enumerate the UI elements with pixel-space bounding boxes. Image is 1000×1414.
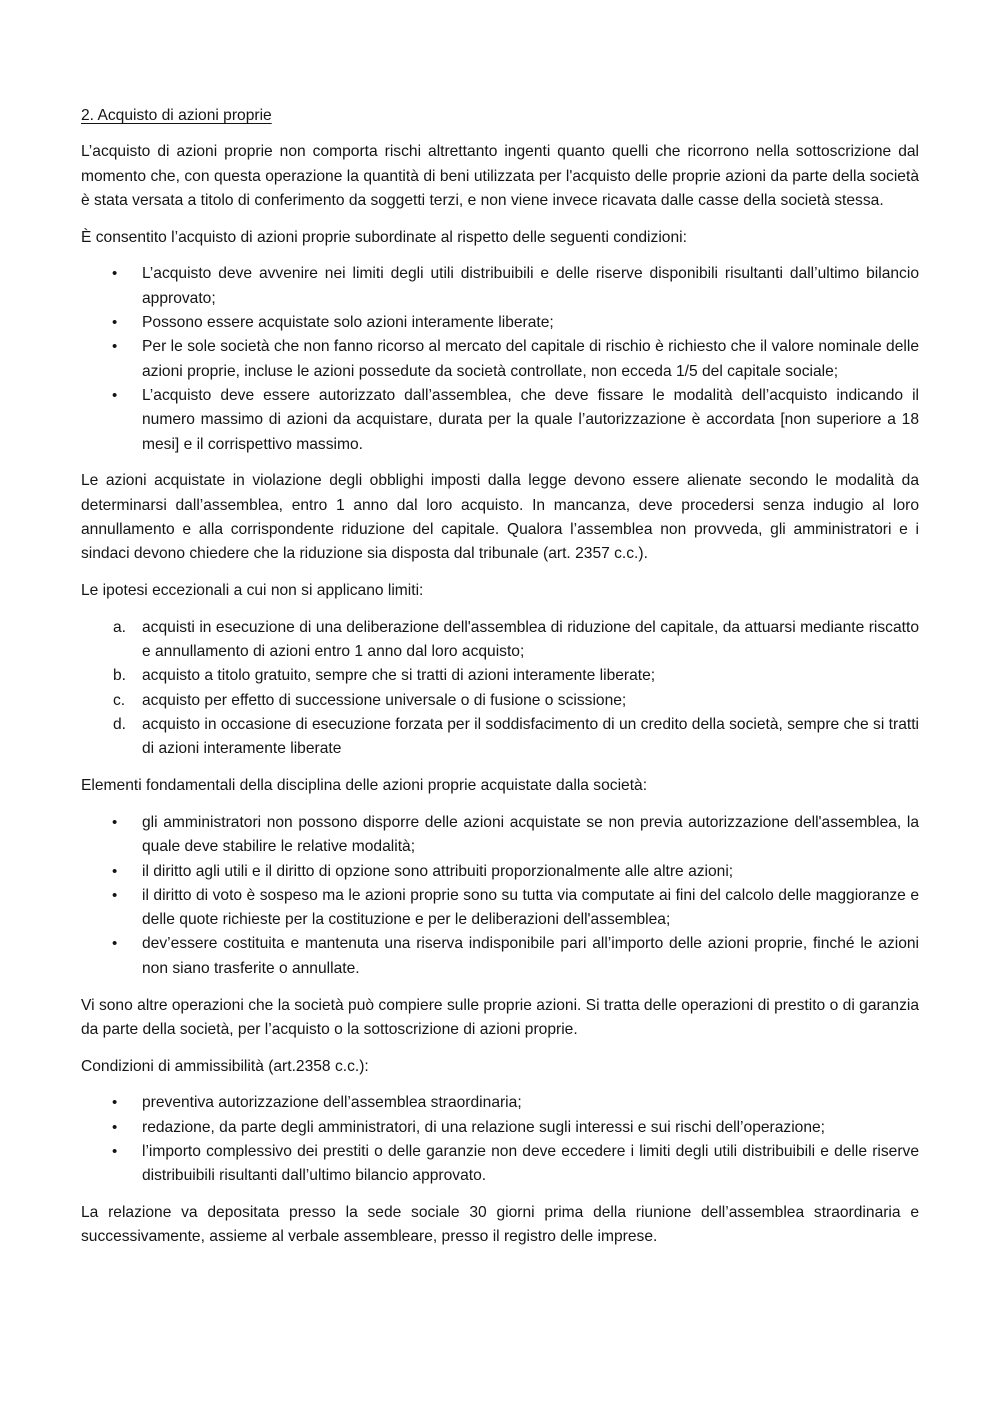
list-item-text: Possono essere acquistate solo azioni interamente liberate; <box>142 314 554 332</box>
list-item <box>81 811 919 860</box>
list-item-text: redazione, da parte degli amministratori, di una relazione sugli interessi e sui rischi dell’operazione; <box>142 1118 826 1136</box>
list-item <box>81 1140 919 1189</box>
list-marker: a. <box>113 618 127 636</box>
list-item <box>81 1091 919 1115</box>
list-item-text: l’importo complessivo dei prestiti o delle garanzie non deve eccedere i limiti degli utili distribuibili e delle riserve distribuibili risultanti dall’ultimo bilancio approvato. <box>142 1142 919 1185</box>
list-item-text: L’acquisto deve essere autorizzato dall’assemblea, che deve fissare le modalità dell’acquisto indicando il numero massimo di azioni da acquistare, durata per la quale l’autorizzazione è accordata [non superiore a 18 mesi] e il corrispettivo massimo. <box>142 386 919 453</box>
list-item <box>81 932 919 981</box>
list-item <box>81 335 919 384</box>
paragraph-intro: L’acquisto di azioni proprie non comporta rischi altrettanto ingenti quanto quelli che ricorrono nella sottoscrizione dal momento che, con questa operazione la quantità di beni utilizzata per l'acquisto delle proprie azioni da parte della società è stata versata a titolo di conferimento da soggetti terzi, e non viene invece ricavata dalle casse della società stessa. <box>81 143 919 209</box>
paragraph-violation: Le azioni acquistate in violazione degli obblighi imposti dalla legge devono essere alienate secondo le modalità da determinarsi dall’assemblea, entro 1 anno dal loro acquisto. In mancanza, deve procedersi senza indugio al loro annullamento e alla corrispondente riduzione del capitale. Qualora l’assemblea non provveda, gli amministratori e i sindaci devono chiedere che la riduzione sia disposta dal tribunale (art. 2357 c.c.). <box>81 472 919 563</box>
list-item-text: gli amministratori non possono disporre delle azioni acquistate se non previa autorizzazione dell'assemblea, la quale deve stabilire le relative modalità; <box>142 813 919 856</box>
elements-list <box>81 811 919 981</box>
paragraph-conditions-intro: È consentito l’acquisto di azioni proprie subordinate al rispetto delle seguenti condizioni: <box>81 228 687 246</box>
bullet-icon: • <box>112 265 118 283</box>
list-item-text: L’acquisto deve avvenire nei limiti degli utili distribuibili e delle riserve disponibili risultanti dall’ultimo bilancio approvato; <box>142 265 919 307</box>
bullet-icon: • <box>112 1142 118 1160</box>
bullet-icon: • <box>112 314 118 332</box>
paragraph-exceptions-intro: Le ipotesi eccezionali a cui non si applicano limiti: <box>81 582 424 600</box>
list-item <box>81 713 919 762</box>
bullet-icon: • <box>112 935 118 953</box>
list-item-text: dev’essere costituita e mantenuta una riserva indisponibile pari all’importo delle azioni proprie, finché le azioni non siano trasferite o annullate. <box>142 935 919 977</box>
list-marker: b. <box>113 667 127 685</box>
list-item-text: Per le sole società che non fanno ricorso al mercato del capitale di rischio è richiesto che il valore nominale delle azioni proprie, incluse le azioni possedute da società controllate, non ecceda 1/5 del capitale sociale; <box>142 338 919 380</box>
paragraph-elements-intro: Elementi fondamentali della disciplina delle azioni proprie acquistate dalla società: <box>81 777 648 795</box>
bullet-icon: • <box>112 862 118 880</box>
bullet-icon: • <box>112 1118 118 1136</box>
list-item <box>81 884 919 933</box>
admissibility-list <box>81 1091 919 1188</box>
list-item-text: il diritto di voto è sospeso ma le azioni proprie sono su tutta via computate ai fini del calcolo delle maggioranze e delle quote richieste per la costituzione e per le deliberazioni dell'assemblea; <box>142 886 919 929</box>
list-item <box>81 616 919 665</box>
conditions-list <box>81 262 919 456</box>
bullet-icon: • <box>112 386 118 404</box>
list-item <box>81 1116 919 1140</box>
section-title: 2. Acquisto di azioni proprie <box>81 107 272 124</box>
list-item <box>81 262 919 311</box>
list-item <box>81 311 919 335</box>
paragraph-other-operations: Vi sono altre operazioni che la società può compiere sulle proprie azioni. Si tratta delle operazioni di prestito o di garanzia da parte della società, per l’acquisto o la sottoscrizione di azioni proprie. <box>81 996 919 1038</box>
paragraph-final: La relazione va depositata presso la sede sociale 30 giorni prima della riunione dell’assemblea straordinaria e successivamente, assieme al verbale assembleare, presso il registro delle imprese. <box>81 1204 919 1246</box>
bullet-icon: • <box>112 338 118 356</box>
list-item <box>81 664 919 688</box>
bullet-icon: • <box>112 886 118 904</box>
exceptions-list <box>81 616 919 762</box>
list-item-text: acquisto a titolo gratuito, sempre che si tratti di azioni interamente liberate; <box>142 667 656 685</box>
list-item-text: acquisto per effetto di successione universale o di fusione o scissione; <box>142 691 627 709</box>
list-item-text: acquisti in esecuzione di una deliberazione dell'assemblea di riduzione del capitale, da attuarsi mediante riscatto e annullamento di azioni entro 1 anno dal loro acquisto; <box>142 618 919 661</box>
list-item-text: preventiva autorizzazione dell’assemblea straordinaria; <box>142 1094 522 1112</box>
list-marker: d. <box>113 716 127 734</box>
list-item <box>81 689 919 713</box>
paragraph-admissibility-intro: Condizioni di ammissibilità (art.2358 c.c.): <box>81 1057 369 1075</box>
bullet-icon: • <box>112 1094 118 1112</box>
bullet-icon: • <box>112 813 118 831</box>
list-item <box>81 384 919 457</box>
list-marker: c. <box>113 691 126 709</box>
list-item <box>81 860 919 884</box>
list-item-text: acquisto in occasione di esecuzione forzata per il soddisfacimento di un credito della società, sempre che si tratti di azioni interamente liberate <box>142 716 919 758</box>
list-item-text: il diritto agli utili e il diritto di opzione sono attribuiti proporzionalmente alle altre azioni; <box>142 862 734 880</box>
